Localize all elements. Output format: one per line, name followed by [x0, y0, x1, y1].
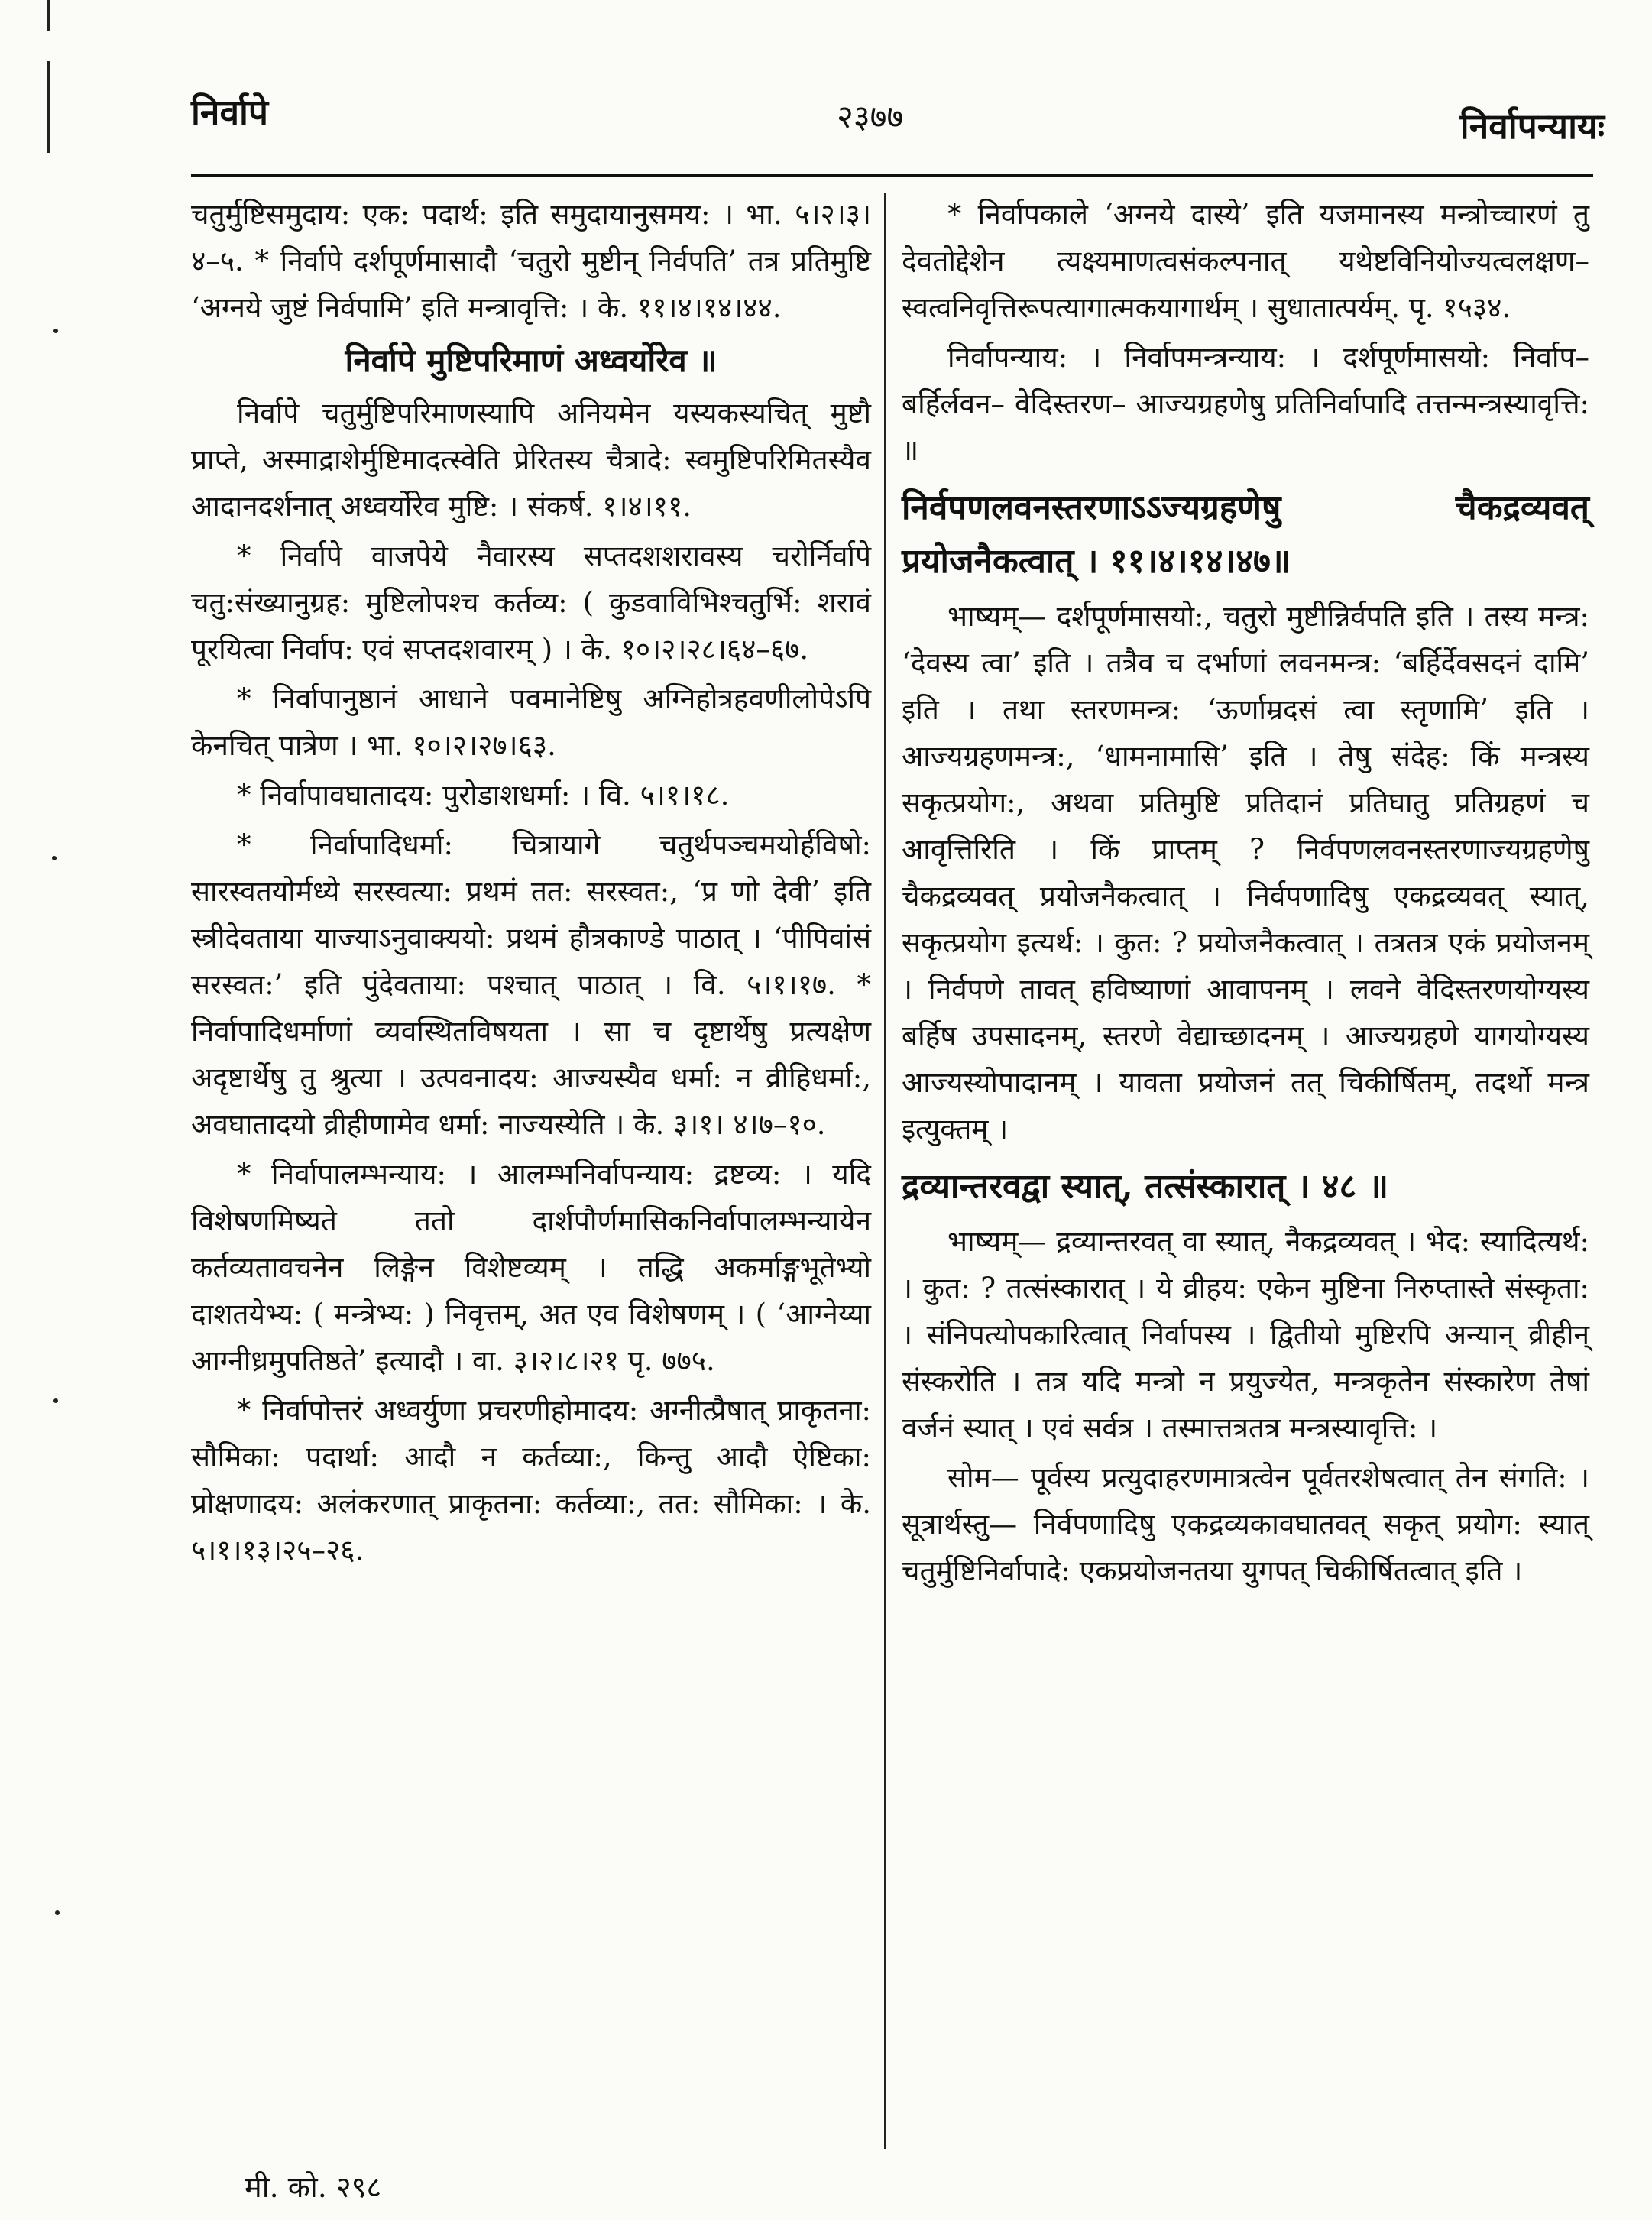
running-header [191, 88, 1605, 164]
header-rule [191, 174, 1593, 177]
paragraph: निर्वापन्याय: । निर्वापमन्त्रन्याय: । दर्शपूर्णमासयो: निर्वाप– बर्हिर्लवन– वेदिस्तरण– आज्यग्रहणेषु प्रतिनिर्वापादि तत्तन्मन्त्रस्यावृत्ति: ॥ [902, 341, 1589, 467]
scan-margin-mark [47, 0, 50, 31]
scan-speck [53, 1398, 58, 1403]
paragraph: * निर्वापोत्तरं अध्वर्युणा प्रचरणीहोमादय: अग्नीत्प्रैषात् प्राकृतना: सौमिका: पदार्था: आदौ न कर्तव्या:, किन्तु आदौ ऐष्टिका: प्रोक्षणादय: अलंकरणात् प्राकृतना: कर्तव्या:, तत: सौमिका: । के. ५।१।१३।२५–२६. [191, 1394, 871, 1567]
page-footer: मी. को. २९८ [245, 2170, 382, 2204]
paragraph: सोम— पूर्वस्य प्रत्युदाहरणमात्रत्वेन पूर्वतरशेषत्वात् तेन संगति: । सूत्रार्थस्तु— निर्वपणादिषु एकद्रव्यकावघातवत् सकृत् प्रयोग: स्यात् चतुर्मुष्टिनिर्वापादे: एकप्रयोजनतया युगपत् चिकीर्षितत्वात् इति । [902, 1461, 1589, 1587]
paragraph: निर्वापे चतुर्मुष्टिपरिमाणस्यापि अनियमेन यस्यकस्यचित् मुष्टौ प्राप्ते, अस्माद्राशेर्मुष्टिमादत्स्वेति प्रेरितस्य चैत्रादे: स्वमुष्टिपरिमितस्यैव आदानदर्शनात् अध्वर्योरेव मुष्टि: । संकर्ष. १।४।११. [191, 397, 871, 523]
page-number: २३७७ [837, 98, 904, 135]
paragraph: * निर्वापावघातादय: पुरोडाशधर्मा: । वि. ५।१।१८. [237, 779, 730, 812]
header-right-word: निर्वापन्यायः [1459, 105, 1605, 147]
paragraph: भाष्यम्— दर्शपूर्णमासयो:, चतुरो मुष्टीन्निर्वपति इति । तस्य मन्त्र: ‘देवस्य त्वा’ इति । तत्रैव च दर्भाणां लवनमन्त्र: ‘बर्हिर्देवसदनं दामि’ इति । तथा स्तरणमन्त्र: ‘ऊर्णाम्रदसं त्वा स्तृणामि’ इति । आज्यग्रहणमन्त्र:, ‘धामनामासि’ इति । तेषु संदेह: किं मन्त्रस्य सकृत्प्रयोग:, अथवा प्रतिमुष्टि प्रतिदानं प्रतिघातु प्रतिग्रहणं च आवृत्तिरिति । किं प्राप्तम् ? निर्वपणलवनस्तरणाज्यग्रहणेषु चैकद्रव्यवत् प्रयोजनैकत्वात् । निर्वपणादिषु एकद्रव्यवत् स्यात्, सकृत्प्रयोग इत्यर्थ: । कुत: ? प्रयोजनैकत्वात् । तत्रतत्र एकं प्रयोजनम् । निर्वपणे तावत् हविष्याणां आवापनम् । लवने वेदिस्तरणयोग्यस्य बर्हिष उपसादनम्, स्तरणे वेद्याच्छादनम् । आज्यग्रहणे यागयोग्यस्य आज्यस्योपादानम् । यावता प्रयोजनं तत् चिकीर्षितम्, तदर्थो मन्त्र इत्युक्तम् । [902, 600, 1589, 1146]
paragraph: * निर्वापालम्भन्याय: । आलम्भनिर्वापन्याय: द्रष्टव्य: । यदि विशेषणमिष्यते ततो दार्शपौर्णमासिकनिर्वापालम्भन्यायेन कर्तव्यतावचनेन लिङ्गेन विशेष्टव्यम् । तद्धि अकर्माङ्गभूतेभ्यो दाशतयेभ्य: ( मन्त्रेभ्य: ) निवृत्तम्, अत एव विशेषणम् । ( ‘आग्नेय्या आग्नीध्रमुपतिष्ठते’ इत्यादौ । वा. ३।२।८।२१ पृ. ७७५. [191, 1158, 871, 1377]
left-column [191, 191, 871, 1577]
sutra-heading: निर्वपणलवनस्तरणाऽऽज्यग्रहणेषु चैकद्रव्यवत् प्रयोजनैकत्वात् । ११।४।१४।४७॥ [902, 488, 1589, 581]
section-heading: निर्वापे मुष्टिपरिमाणं अध्वर्योरेव ॥ [345, 342, 717, 379]
header-left-word: निर्वापे [191, 92, 269, 133]
scan-margin-mark [47, 61, 50, 153]
paragraph: * निर्वापादिधर्मा: चित्रायागे चतुर्थपञ्चमयोर्हविषो: सारस्वतयोर्मध्ये सरस्वत्या: प्रथमं तत: सरस्वत:, ‘प्र णो देवी’ इति स्त्रीदेवताया याज्याऽनुवाक्ययो: प्रथमं हौत्रकाण्डे पाठात् । ‘पीपिवांसं सरस्वत:’ इति पुंदेवताया: पश्चात् पाठात् । वि. ५।१।१७. * निर्वापादिधर्माणां व्यवस्थितविषयता । सा च दृष्टार्थेषु प्रत्यक्षेण अदृष्टार्थेषु तु श्रुत्या । उत्पवनादय: आज्यस्यैव धर्मा: न व्रीहिधर्मा:, अवघातादयो व्रीहीणामेव धर्मा: नाज्यस्येति । के. ३।१। ४।७–१०. [191, 828, 871, 1141]
paragraph: * निर्वापानुष्ठानं आधाने पवमानेष्टिषु अग्निहोत्रहवणीलोपेऽपि केनचित् पात्रेण । भा. १०।२।२७।६३. [191, 682, 871, 762]
paragraph: चतुर्मुष्टिसमुदाय: एक: पदार्थ: इति समुदायानुसमय: । भा. ५।२।३।४–५. * निर्वापे दर्शपूर्णमासादौ ‘चतुरो मुष्टीन् निर्वपति’ तत्र प्रतिमुष्टि ‘अग्नये जुष्टं निर्वपामि’ इति मन्त्रावृत्ति: । के. ११।४।१४।४४. [191, 198, 871, 324]
right-column [902, 191, 1589, 1597]
sutra-heading: द्रव्यान्तरवद्वा स्यात्, तत्संस्कारात् । ४८ ॥ [902, 1167, 1389, 1206]
scan-speck [52, 856, 57, 860]
paragraph: * निर्वापकाले ‘अग्नये दास्ये’ इति यजमानस्य मन्त्रोच्चारणं तु देवतोद्देशेन त्यक्ष्यमाणत्वसंकल्पनात् यथेष्टविनियोज्यत्वलक्षण–स्वत्वनिवृत्तिरूपत्यागात्मकयागार्थम् । सुधातात्पर्यम्. पृ. १५३४. [902, 198, 1589, 324]
column-divider [884, 193, 886, 2149]
paragraph: * निर्वापे वाजपेये नैवारस्य सप्तदशशरावस्य चरोर्निर्वापे चतु:संख्यानुग्रह: मुष्टिलोपश्च कर्तव्य: ( कुडवाविभिश्चतुर्भि: शरावं पूरयित्वा निर्वाप: एवं सप्तदशवारम् ) । के. १०।२।२८।६४–६७. [191, 540, 871, 666]
scan-speck [53, 329, 58, 333]
scan-speck [55, 1910, 60, 1915]
paragraph: भाष्यम्— द्रव्यान्तरवत् वा स्यात्, नैकद्रव्यवत् । भेद: स्यादित्यर्थ: । कुत: ? तत्संस्कारात् । ये व्रीहय: एकेन मुष्टिना निरुप्तास्ते संस्कृता: । संनिपत्योपकारित्वात् निर्वापस्य । द्वितीयो मुष्टिरपि अन्यान् व्रीहीन् संस्करोति । तत्र यदि मन्त्रो न प्रयुज्येत, मन्त्रकृतेन संस्कारेण तेषां वर्जनं स्यात् । एवं सर्वत्र । तस्मात्तत्रतत्र मन्त्रस्यावृत्ति: । [902, 1225, 1589, 1444]
